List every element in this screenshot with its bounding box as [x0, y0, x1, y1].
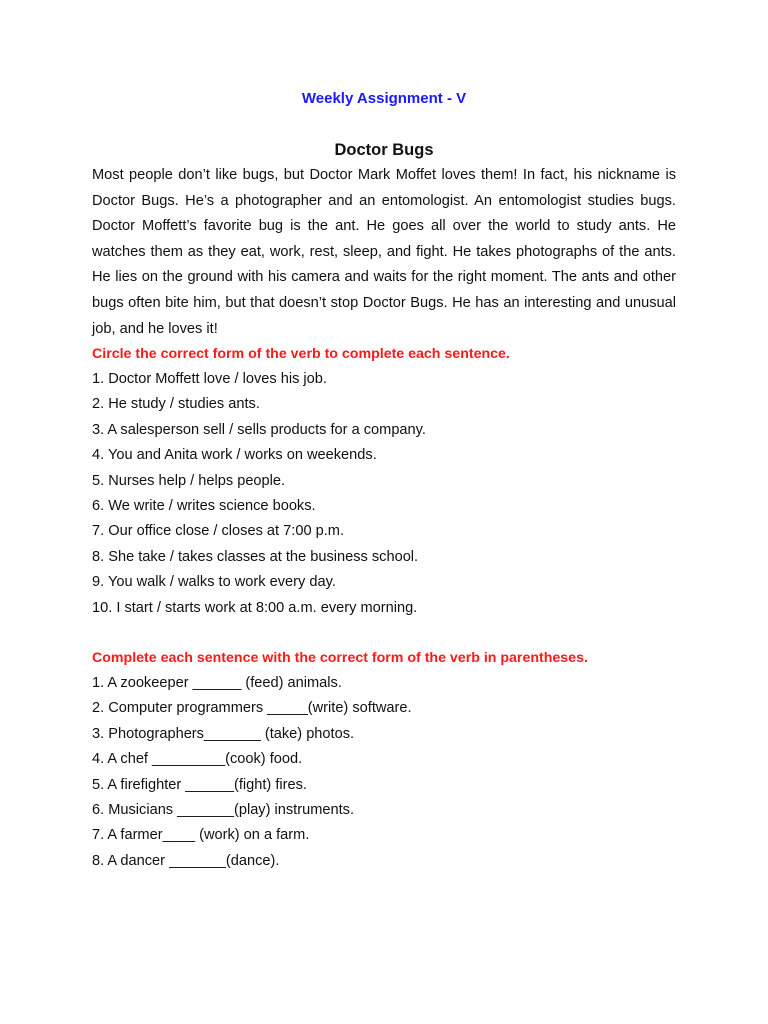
exercise1-item: 9. You walk / walks to work every day.: [92, 574, 336, 591]
exercise2-item: 3. Photographers_______ (take) photos.: [92, 725, 355, 742]
exercise1-item: 2. He study / studies ants.: [92, 396, 260, 413]
exercise2-item: 5. A firefighter ______(fight) fires.: [92, 776, 307, 793]
story-paragraph: Most people don’t like bugs, but Doctor Mark Moffet loves them! In fact, his nickname is Doctor Bugs. He’s a photographer and an entomologist. An entomologist studies bugs. Doctor Moffett’s favorite bug is the ant. He goes all over the world to study ants. He watches them as they eat, work, rest, sleep, and fight. He takes photographs of the ants. He lies on the ground with his camera and waits for the right moment. The ants and other bugs often bite him, but that doesn’t stop Doctor Bugs. He has an interesting and unusual job, and he loves it!: [92, 167, 676, 337]
exercise1-item: 3. A salesperson sell / sells products for a company.: [92, 421, 426, 438]
exercise1-list: [92, 367, 676, 621]
exercise2-item: 8. A dancer _______(dance).: [92, 852, 280, 869]
exercise2-list: [92, 671, 676, 874]
assignment-title: Weekly Assignment - V: [301, 90, 467, 107]
exercise2-item: 7. A farmer____ (work) on a farm.: [92, 827, 310, 844]
exercise1-item: 6. We write / writes science books.: [92, 497, 316, 514]
exercise1-item: 1. Doctor Moffett love / loves his job.: [92, 371, 327, 387]
exercise2-item: 2. Computer programmers _____(write) software.: [92, 700, 412, 717]
exercise2-heading: Complete each sentence with the correct form of the verb in parentheses.: [92, 650, 588, 666]
exercise2-item: 1. A zookeeper ______ (feed) animals.: [92, 675, 342, 691]
exercise1-item: 8. She take / takes classes at the business school.: [92, 548, 419, 565]
exercise1-item: 7. Our office close / closes at 7:00 p.m.: [92, 523, 344, 540]
exercise1-item: 5. Nurses help / helps people.: [92, 472, 286, 489]
exercise1-heading: Circle the correct form of the verb to complete each sentence.: [92, 346, 510, 362]
exercise1-item: 10. I start / starts work at 8:00 a.m. every morning.: [92, 599, 418, 616]
story-title: Doctor Bugs: [334, 141, 434, 159]
exercise2-item: 6. Musicians _______(play) instruments.: [92, 801, 355, 818]
exercise2-item: 4. A chef _________(cook) food.: [92, 751, 303, 768]
exercise1-item: 4. You and Anita work / works on weekends.: [92, 447, 377, 464]
